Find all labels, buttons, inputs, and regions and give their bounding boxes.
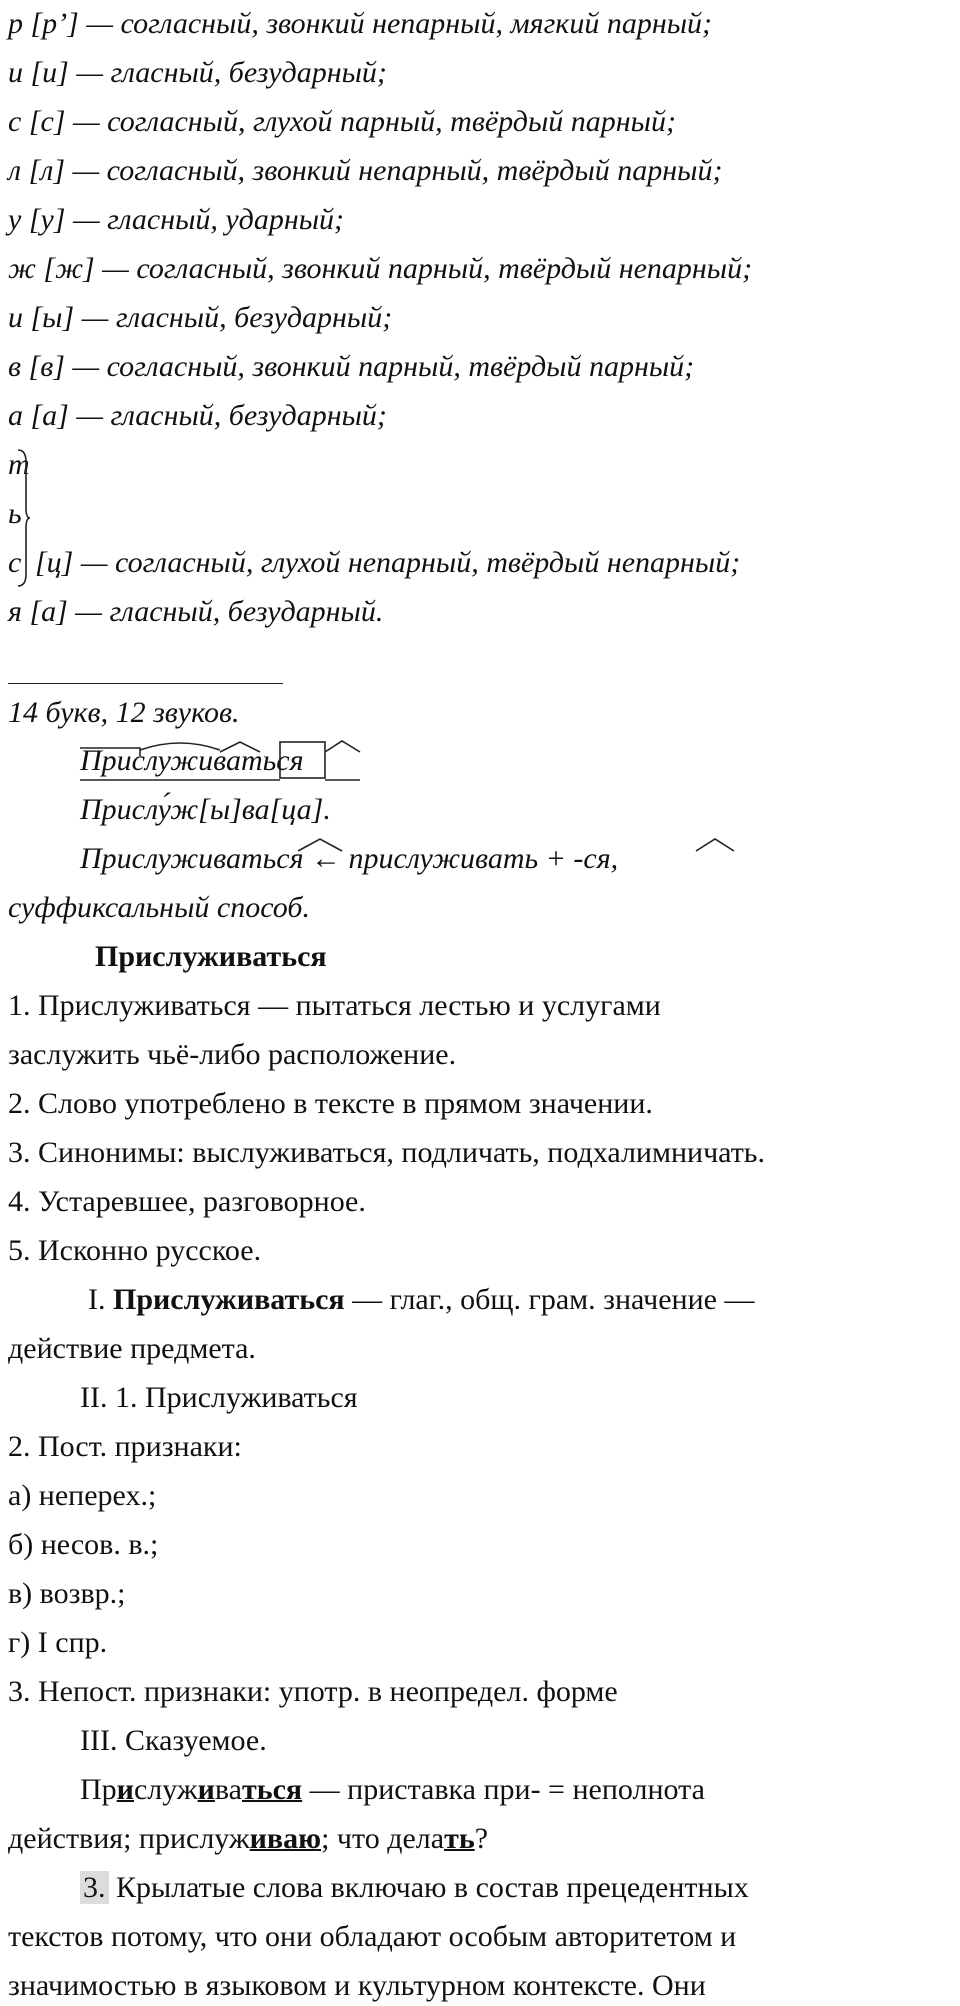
orthogram: и	[116, 1773, 134, 1806]
morpheme-word: Прислуживаться	[80, 744, 304, 777]
spelling-line-2	[8, 1819, 488, 1859]
paragraph-line: значимостью в языковом и культурном контексте. Они	[8, 1969, 706, 2002]
paragraph-line: текстов потому, что они обладают особым авторитетом и	[8, 1920, 737, 1953]
phonetic-line: у [у] — гласный, ударный;	[8, 203, 345, 236]
lexical-item: заслужить чьё-либо расположение.	[8, 1038, 457, 1071]
constant-feature: в) возвр.;	[8, 1577, 126, 1610]
transcription: Прислу́ж[ы]ва[ца].	[80, 793, 331, 826]
paragraph-line	[80, 1868, 749, 1908]
lexical-item: 1. Прислуживаться — пытаться лестью и услугами	[8, 989, 661, 1022]
curly-brace-icon	[18, 448, 30, 588]
roman-numeral: I.	[88, 1283, 106, 1316]
orthogram: ть	[444, 1822, 475, 1855]
phonetic-line: и [ы] — гласный, безударный;	[8, 301, 393, 334]
constant-features-header: 2. Пост. признаки:	[8, 1430, 242, 1463]
constant-feature: г) I спр.	[8, 1626, 108, 1659]
spelling-line	[80, 1770, 705, 1810]
syntactic-role: III. Сказуемое.	[80, 1724, 267, 1757]
orthogram: и	[197, 1773, 215, 1806]
brace-letter: ь	[8, 497, 22, 530]
paragraph-text: Крылатые слова включаю в состав прецедентных	[108, 1871, 749, 1904]
morph-part-one	[88, 1280, 754, 1320]
orthogram: ться	[241, 1773, 303, 1806]
spelling-text: ; что дела	[321, 1822, 445, 1855]
paragraph-number: 3.	[80, 1871, 109, 1904]
phonetic-line: ж [ж] — согласный, звонкий парный, твёрдый непарный;	[8, 252, 753, 285]
phonetic-line: с [с] — согласный, глухой парный, твёрдый парный;	[8, 105, 676, 138]
morph-definition-cont: действие предмета.	[8, 1332, 256, 1365]
constant-feature: а) неперех.;	[8, 1479, 157, 1512]
letters-sounds-summary: 14 букв, 12 звуков.	[8, 696, 240, 729]
lexical-item: 3. Синонимы: выслуживаться, подличать, подхалимничать.	[8, 1136, 765, 1169]
separator-rule	[8, 683, 283, 684]
phonetic-line: я [а] — гласный, безударный.	[8, 595, 384, 628]
lexical-item: 5. Исконно русское.	[8, 1234, 262, 1267]
word-part: ва	[214, 1773, 242, 1806]
phonetic-line: в [в] — согласный, звонкий парный, твёрдый парный;	[8, 350, 695, 383]
brace-letter: с	[8, 546, 22, 579]
phonetic-line: р [р’] — согласный, звонкий непарный, мягкий парный;	[8, 7, 713, 40]
phonetic-line: а [а] — гласный, безударный;	[8, 399, 387, 432]
spelling-text: ?	[474, 1822, 489, 1855]
morph-definition: — глаг., общ. грам. значение —	[352, 1283, 755, 1316]
phonetic-line: и [и] — гласный, безударный;	[8, 56, 387, 89]
spelling-explanation: — приставка при- = неполнота	[302, 1773, 705, 1806]
morph-part-two: II. 1. Прислуживаться	[80, 1381, 358, 1414]
lexical-item: 4. Устаревшее, разговорное.	[8, 1185, 366, 1218]
spelling-text: действия; прислуж	[8, 1822, 250, 1855]
phonetic-line: [ц] — согласный, глухой непарный, твёрдый непарный;	[35, 546, 741, 579]
suffix-hat-icon	[690, 837, 740, 853]
brace-letter: т	[8, 448, 30, 481]
lexical-heading: Прислуживаться	[95, 940, 327, 973]
word-part: служ	[133, 1773, 198, 1806]
word-formation: Прислуживаться ← прислуживать + -ся,	[80, 842, 619, 875]
constant-feature: б) несов. в.;	[8, 1528, 159, 1561]
phonetic-line: л [л] — согласный, звонкий непарный, твёрдый парный;	[8, 154, 723, 187]
word-part: Пр	[80, 1773, 117, 1806]
variable-features: 3. Непост. признаки: употр. в неопредел. форме	[8, 1675, 618, 1708]
morpheme-markings	[80, 738, 380, 788]
suffix-hat-icon	[290, 837, 350, 853]
morph-word: Прислуживаться	[113, 1283, 345, 1316]
orthogram: иваю	[249, 1822, 322, 1855]
formation-method: суффиксальный способ.	[8, 891, 310, 924]
lexical-item: 2. Слово употреблено в тексте в прямом значении.	[8, 1087, 653, 1120]
